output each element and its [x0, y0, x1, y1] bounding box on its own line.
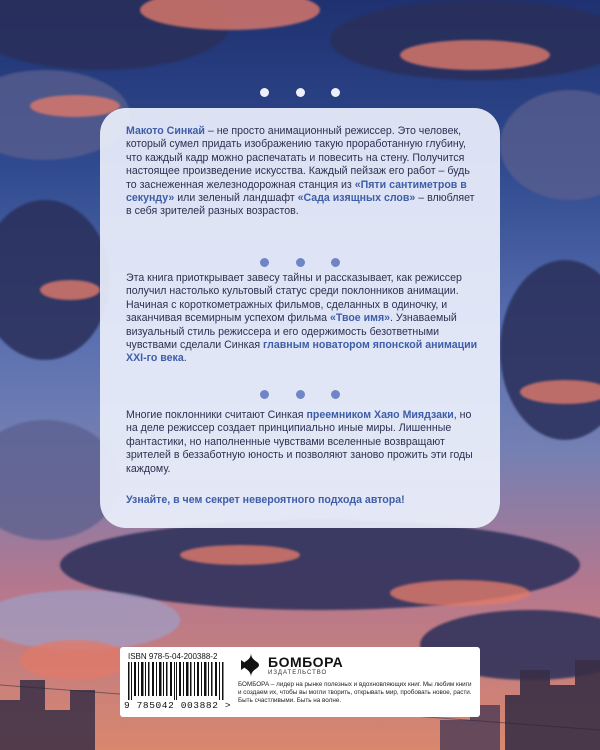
- dot: [296, 390, 305, 399]
- intro-text-2: или зеленый ландшафт: [174, 192, 298, 205]
- cloud: [0, 200, 110, 360]
- publisher-description: БОМБОРА – лидер на рынке полезных и вдохновляющих книг. Мы любим книги и создаем их, чтобы вы могли творить, открывать мир, пробовать новое, расти. Быть счастливыми. Быть на волне.: [238, 681, 472, 705]
- dot: [260, 390, 269, 399]
- successor-paragraph: [126, 409, 478, 476]
- dot: [296, 88, 305, 97]
- successor-text-2: , но на деле режиссер создает принципиально иные миры. Лишенные фантастики, но наполненные чувствами вселенные возвращают зрителей в беззаботную юность и позволяют заново прожить эти годы каждому.: [126, 409, 473, 475]
- intro-text-1: – не просто анимационный режиссер. Это человек, который сумел придать изображению такую проработанную глубину, что каждый кадр можно распечатать и повесить на стену. Получится настоящее произведение искусства. Каждый пейзаж его работ – будь то заснеженная железнодорожная станция из: [126, 125, 470, 191]
- successor-text-1: Многие поклонники считают Синкая: [126, 409, 307, 421]
- dot: [260, 258, 269, 267]
- film-title-your-name: «Твое имя»: [329, 312, 391, 325]
- bombora-logo-icon: [238, 652, 264, 678]
- panel-dots-1: [260, 258, 340, 267]
- miyazaki-highlight: преемником Хаяо Миядзаки: [306, 409, 454, 421]
- intro-text-3: – влюбляет в себя зрителей разных возрастов.: [126, 192, 475, 218]
- dot: [331, 88, 340, 97]
- intro-paragraph: [126, 125, 478, 219]
- innovator-highlight: главным новатором японской анимации XXI-го века: [126, 339, 478, 365]
- film-title-garden: «Сада изящных слов»: [297, 192, 416, 205]
- film-title-5cm: «Пяти сантиметров в секунду»: [126, 178, 467, 205]
- cloud: [40, 280, 100, 300]
- dot: [296, 258, 305, 267]
- author-name: Макото Синкай: [126, 125, 205, 137]
- cloud: [180, 545, 300, 565]
- barcode-bars: [128, 662, 228, 700]
- cloud: [400, 40, 550, 70]
- cloud: [390, 580, 530, 606]
- book-paragraph: [126, 272, 478, 366]
- cloud: [30, 95, 120, 117]
- book-text-2: . Узнаваемый визуальный стиль режиссера и его одержимость безответными чувствами сделали Синкая: [126, 312, 457, 352]
- book-text-1: Эта книга приоткрывает завесу тайны и рассказывает, как режиссер получил настолько культовый статус среди поклонников анимации. Начиная с короткометражных фильмов, сделанных в одиночку, и заканчивая всемирным успехом фильма: [126, 272, 462, 325]
- cloud: [520, 380, 600, 404]
- publisher-subtitle: ИЗДАТЕЛЬСТВО: [268, 670, 328, 676]
- barcode-digits: 9 785042 003882 >: [124, 700, 232, 711]
- call-to-action: Узнайте, в чем секрет невероятного подхода автора!: [126, 494, 405, 506]
- dot: [260, 88, 269, 97]
- cloud: [500, 260, 600, 440]
- dot: [331, 390, 340, 399]
- cloud: [500, 90, 600, 200]
- publisher-name: БОМБОРА: [268, 654, 344, 670]
- dot: [331, 258, 340, 267]
- panel-dots-2: [260, 390, 340, 399]
- top-dots: [260, 88, 340, 97]
- isbn-number: ISBN 978-5-04-200388-2: [128, 652, 218, 661]
- book-text-3: .: [183, 352, 187, 365]
